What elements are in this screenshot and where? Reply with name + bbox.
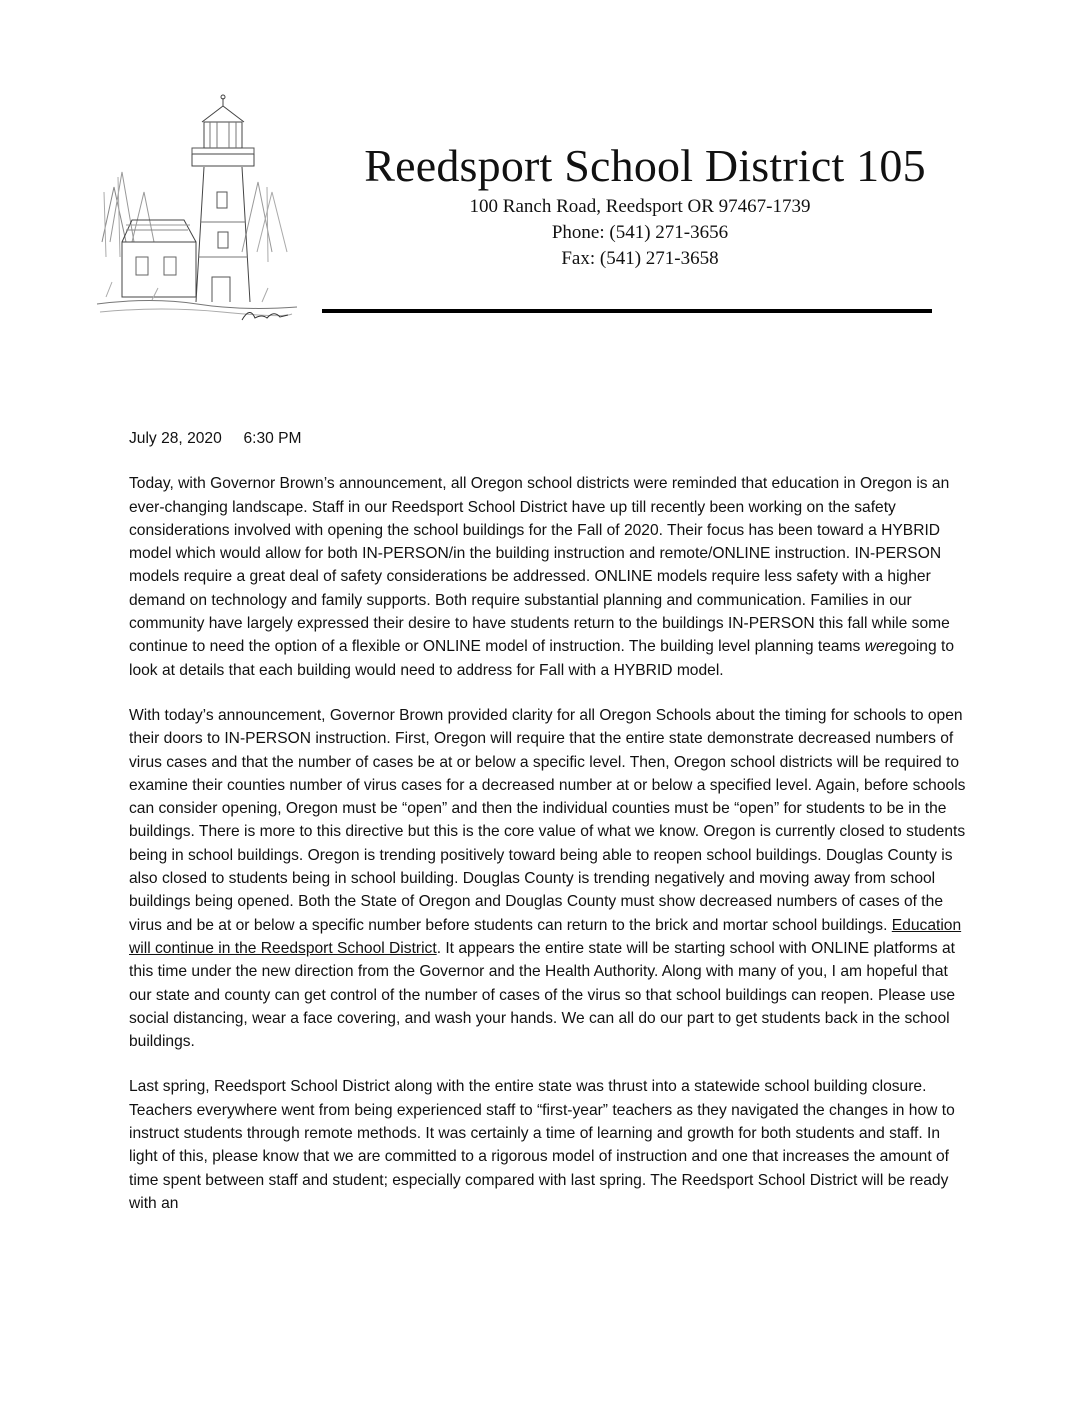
paragraph-2-end: . It appears the entire state will be starting school with ONLINE platforms at this time under the new direction from the Governor and the Health Authority. Along with many of you, I am hopeful that our state and county can get control of the number of cases of the virus so that school buildings can reopen. Please use social distancing, wear a face covering, and wash your hands. We can all do our part to get students back in the school buildings.: [129, 939, 956, 1051]
district-name: Reedsport School District 105: [364, 140, 926, 191]
paragraph-1-end: going to look at details that each building would need to address for Fall with a HYBRID model.: [129, 638, 954, 679]
letterhead-divider: [322, 309, 932, 313]
paragraph-1: [129, 472, 967, 682]
paragraph-2-text: With today’s announcement, Governor Brown provided clarity for all Oregon Schools about the timing for schools to open their doors to IN-PERSON instruction. First, Oregon will require that the entire state demonstrate decreased numbers of virus cases and that the number of cases be at or below a specific level. Then, Oregon school districts will be required to examine their counties number of virus cases for a decreased number at or below a specified level. Again, before schools can consider opening, Oregon must be “open” and then the individual counties must be “open” for students to be in the buildings. There is more to this directive but this is the core value of what we know. Oregon is currently closed to students being in school buildings. Oregon is trending positively toward being able to reopen school buildings. Douglas County is also closed to students being in school building. Douglas County is trending negatively and moving away from school buildings being opened. Both the State of Oregon and Douglas County must show decreased numbers of cases of the virus and be at or below a specific number before students can return to the brick and mortar school buildings.: [129, 706, 966, 934]
paragraph-1-italic: were: [864, 638, 899, 656]
paragraph-2: [129, 704, 967, 1053]
district-fax: Fax: (541) 271-3658: [561, 248, 719, 269]
district-phone: Phone: (541) 271-3656: [551, 222, 729, 243]
letter-dateline: [129, 427, 967, 450]
lighthouse-sketch-icon: [92, 92, 302, 327]
letter-time: 6:30 PM: [243, 430, 302, 447]
district-address: 100 Ranch Road, Reedsport OR 97467-1739: [469, 196, 811, 217]
paragraph-1-text: Today, with Governor Brown’s announcement, all Oregon school districts were reminded that education in Oregon is an ever-changing landscape. Staff in our Reedsport School District have up till recently been working on the safety considerations involved with opening the school buildings for the Fall of 2020. Their focus has been toward a HYBRID model which would allow for both IN-PERSON/in the building instruction and remote/ONLINE instruction. IN-PERSON models require a great deal of safety considerations be addressed. ONLINE models require less safety with a higher demand on technology and family supports. Both require substantial planning and communication. Families in our community have largely expressed their desire to have students return to the buildings IN-PERSON this fall while some continue to need the option of a flexible or ONLINE model of instruction. The building level planning teams: [129, 475, 950, 656]
letter-date: July 28, 2020: [129, 430, 222, 447]
paragraph-3: Last spring, Reedsport School District along with the entire state was thrust into a statewide school building closure. Teachers everywhere went from being experienced staff to “first-year” teachers as they navigated the changes in how to instruct students through remote methods. It was certainly a time of learning and growth for both students and staff. In light of this, please know that we are committed to a rigorous model of instruction and one that increases the amount of time spent between staff and student; especially compared with last spring. The Reedsport School District will be ready with an: [129, 1078, 955, 1212]
letterhead: [310, 138, 970, 272]
paragraph-2-underline: Education will continue in the Reedsport School District: [129, 916, 962, 957]
letter-body: [129, 427, 967, 1237]
